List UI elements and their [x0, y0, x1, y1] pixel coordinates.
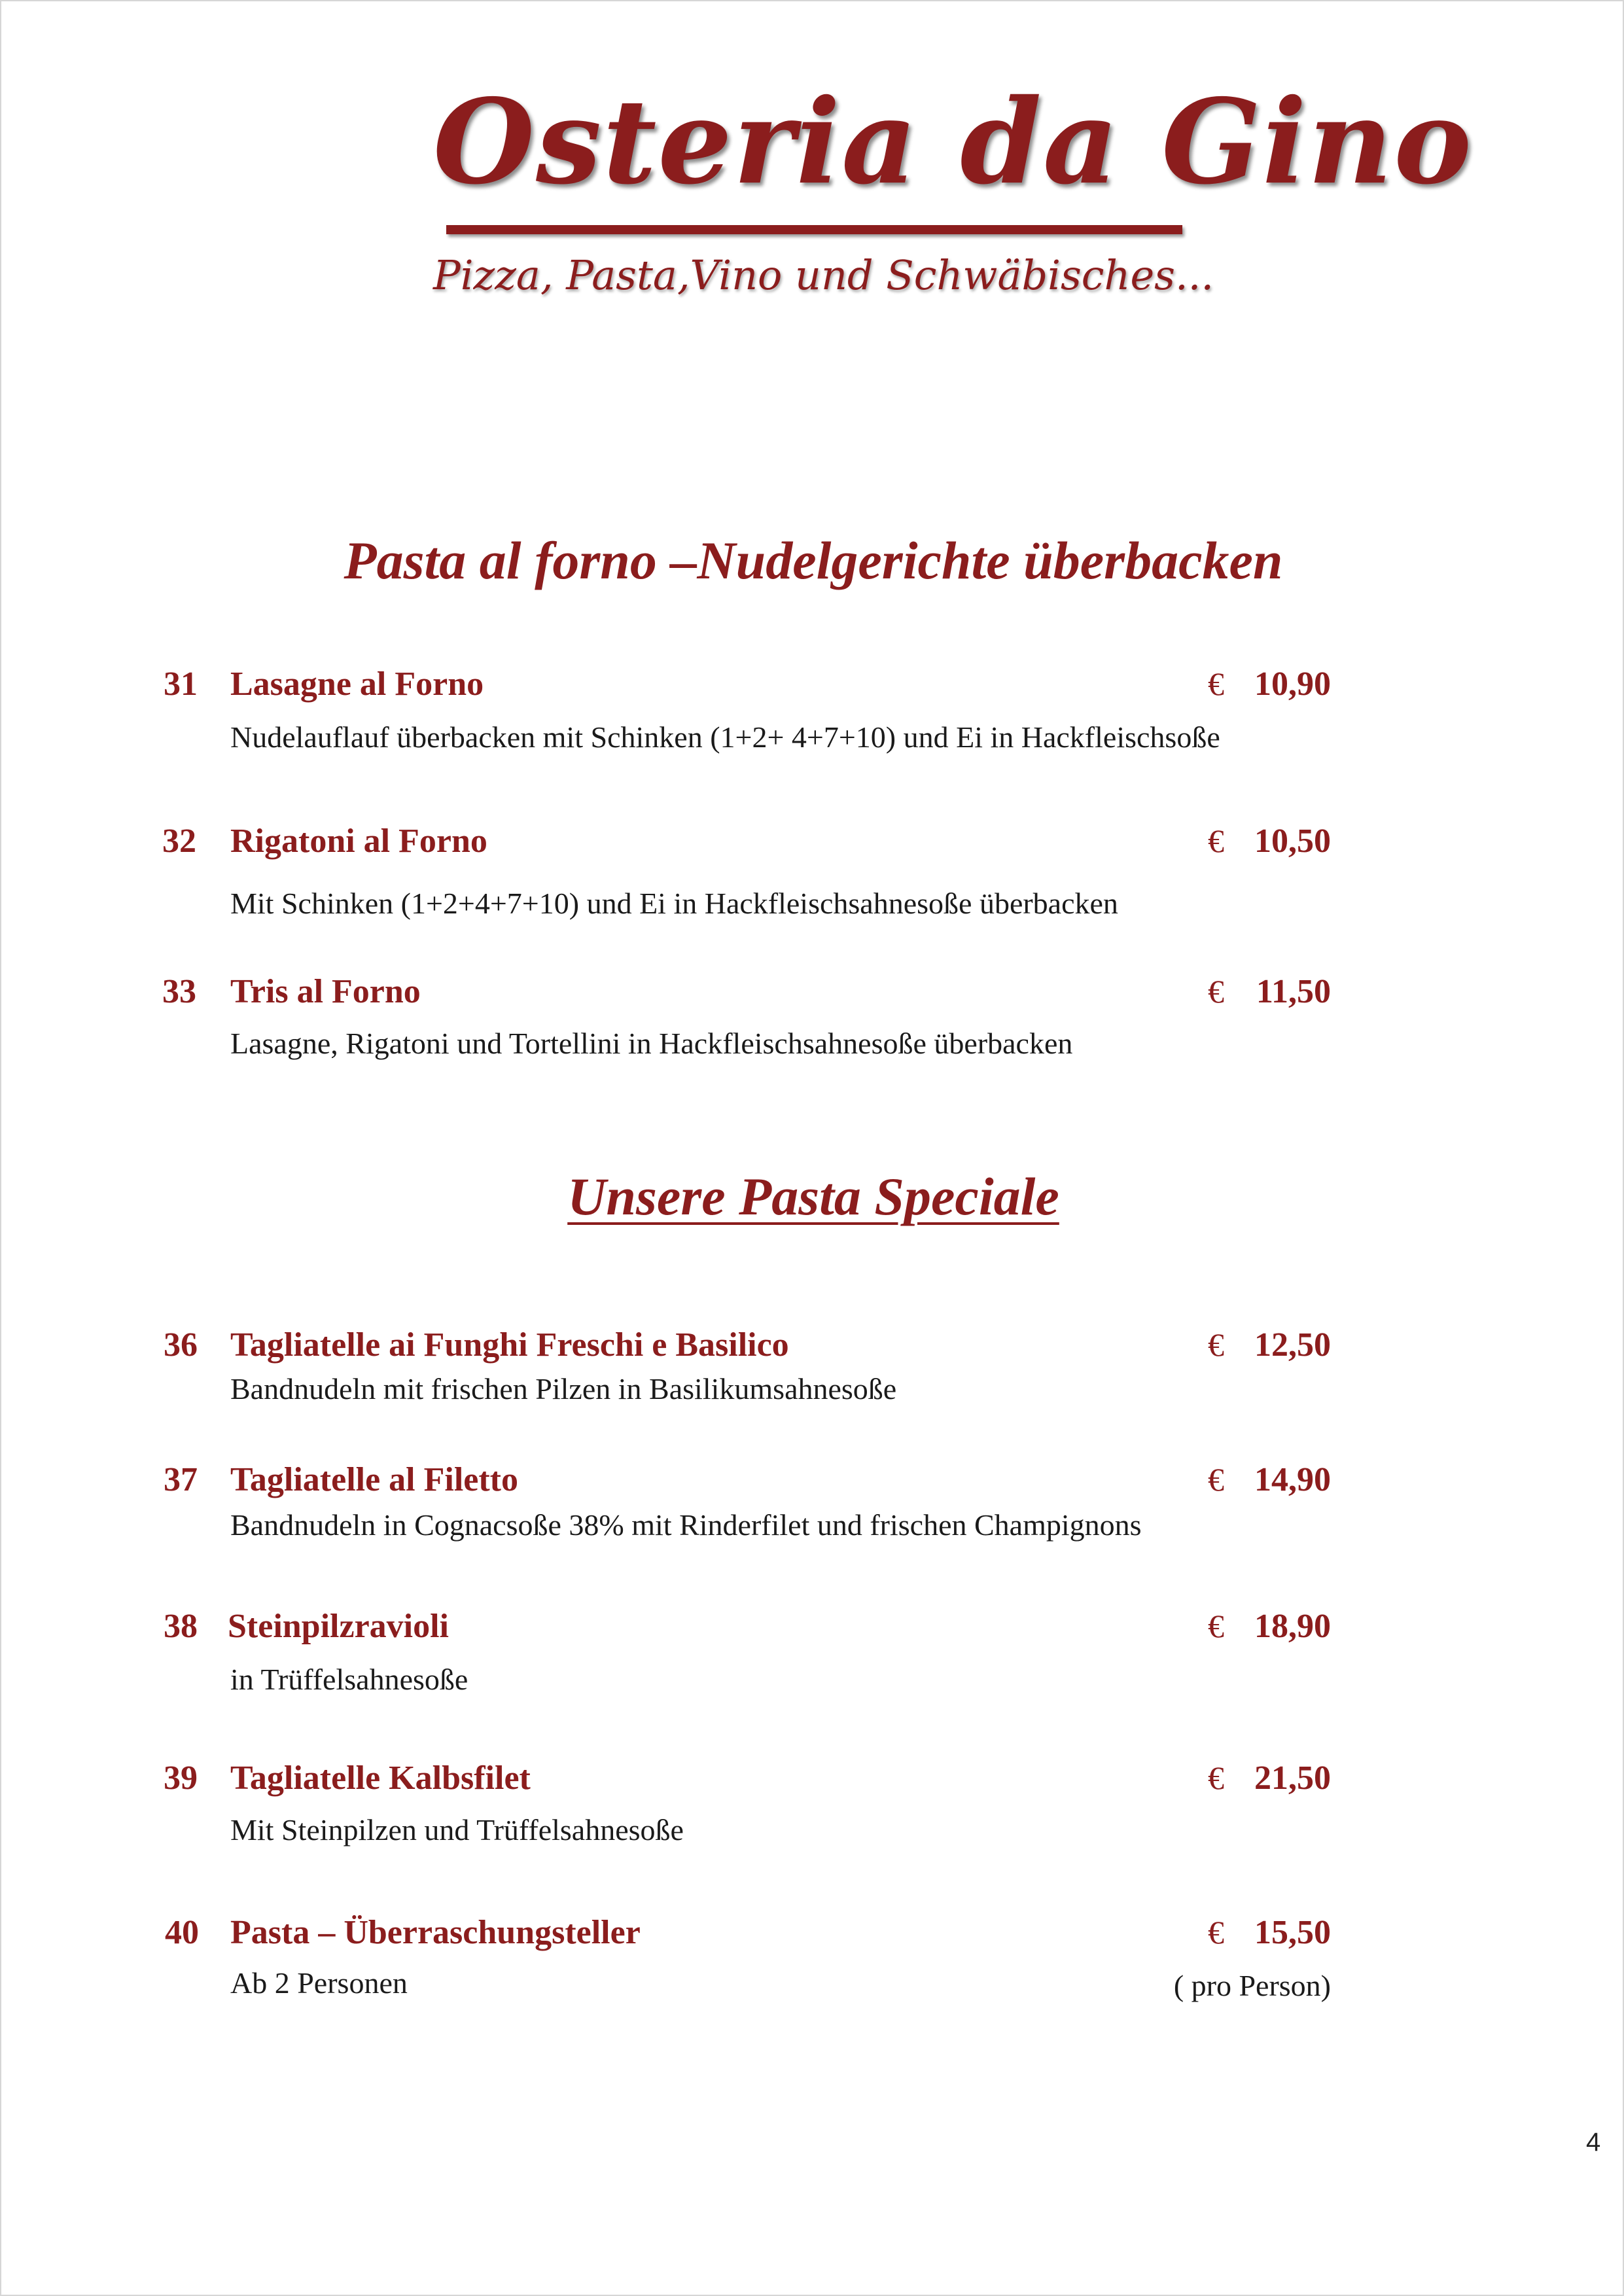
- item-price: 18,90: [1254, 1608, 1331, 1645]
- item-price: 10,50: [1254, 822, 1331, 860]
- logo-title: Osteria da Gino: [433, 73, 1473, 210]
- item-description: Bandnudeln mit frischen Pilzen in Basilikumsahnesoße: [230, 1372, 897, 1405]
- item-name: Tris al Forno: [230, 973, 421, 1010]
- logo-underline: [446, 225, 1182, 234]
- item-price: 15,50: [1254, 1914, 1331, 1951]
- item-number: 32: [162, 822, 196, 860]
- item-description: Bandnudeln in Cognacsoße 38% mit Rinderfilet und frischen Champignons: [230, 1508, 1142, 1542]
- restaurant-logo: [433, 73, 1473, 322]
- currency-symbol: €: [1208, 973, 1224, 1010]
- item-price: 12,50: [1254, 1326, 1331, 1364]
- item-name: Steinpilzravioli: [228, 1608, 449, 1645]
- currency-symbol: €: [1208, 1461, 1224, 1498]
- section-heading-pasta-speciale: Unsere Pasta Speciale: [567, 1167, 1059, 1226]
- item-description: in Trüffelsahnesoße: [230, 1663, 468, 1696]
- price-note: ( pro Person): [1173, 1969, 1331, 2002]
- item-number: 36: [164, 1326, 198, 1364]
- item-price: 14,90: [1254, 1461, 1331, 1498]
- item-name: Tagliatelle ai Funghi Freschi e Basilico: [230, 1326, 789, 1364]
- currency-symbol: €: [1208, 1326, 1224, 1363]
- item-description: Mit Steinpilzen und Trüffelsahnesoße: [230, 1813, 684, 1846]
- item-number: 31: [164, 665, 198, 703]
- item-name: Pasta – Überraschungsteller: [230, 1914, 641, 1951]
- logo-subtitle: Pizza, Pasta,Vino und Schwäbisches...: [433, 251, 1214, 299]
- currency-symbol: €: [1208, 1914, 1224, 1951]
- currency-symbol: €: [1208, 822, 1224, 859]
- item-name: Rigatoni al Forno: [230, 822, 487, 860]
- item-description: Mit Schinken (1+2+4+7+10) und Ei in Hackfleischsahnesoße überbacken: [230, 887, 1118, 920]
- item-number: 39: [164, 1759, 198, 1797]
- item-name: Lasagne al Forno: [230, 665, 484, 703]
- item-price: 11,50: [1256, 973, 1331, 1010]
- page-number: 4: [1586, 2128, 1601, 2157]
- item-number: 37: [164, 1461, 198, 1498]
- item-name: Tagliatelle Kalbsfilet: [230, 1759, 531, 1797]
- currency-symbol: €: [1208, 665, 1224, 702]
- item-number: 40: [165, 1914, 199, 1951]
- item-description: Ab 2 Personen: [230, 1966, 408, 2000]
- item-price: 10,90: [1254, 665, 1331, 703]
- item-description: Nudelauflauf überbacken mit Schinken (1+2+ 4+7+10) und Ei in Hackfleischsoße: [230, 720, 1220, 754]
- item-name: Tagliatelle al Filetto: [230, 1461, 518, 1498]
- currency-symbol: €: [1208, 1759, 1224, 1796]
- section-heading-pasta-al-forno: Pasta al forno –Nudelgerichte überbacken: [344, 531, 1283, 590]
- item-price: 21,50: [1254, 1759, 1331, 1797]
- item-number: 38: [164, 1608, 198, 1645]
- item-description: Lasagne, Rigatoni und Tortellini in Hackfleischsahnesoße überbacken: [230, 1027, 1073, 1060]
- item-number: 33: [162, 973, 196, 1010]
- currency-symbol: €: [1208, 1608, 1224, 1644]
